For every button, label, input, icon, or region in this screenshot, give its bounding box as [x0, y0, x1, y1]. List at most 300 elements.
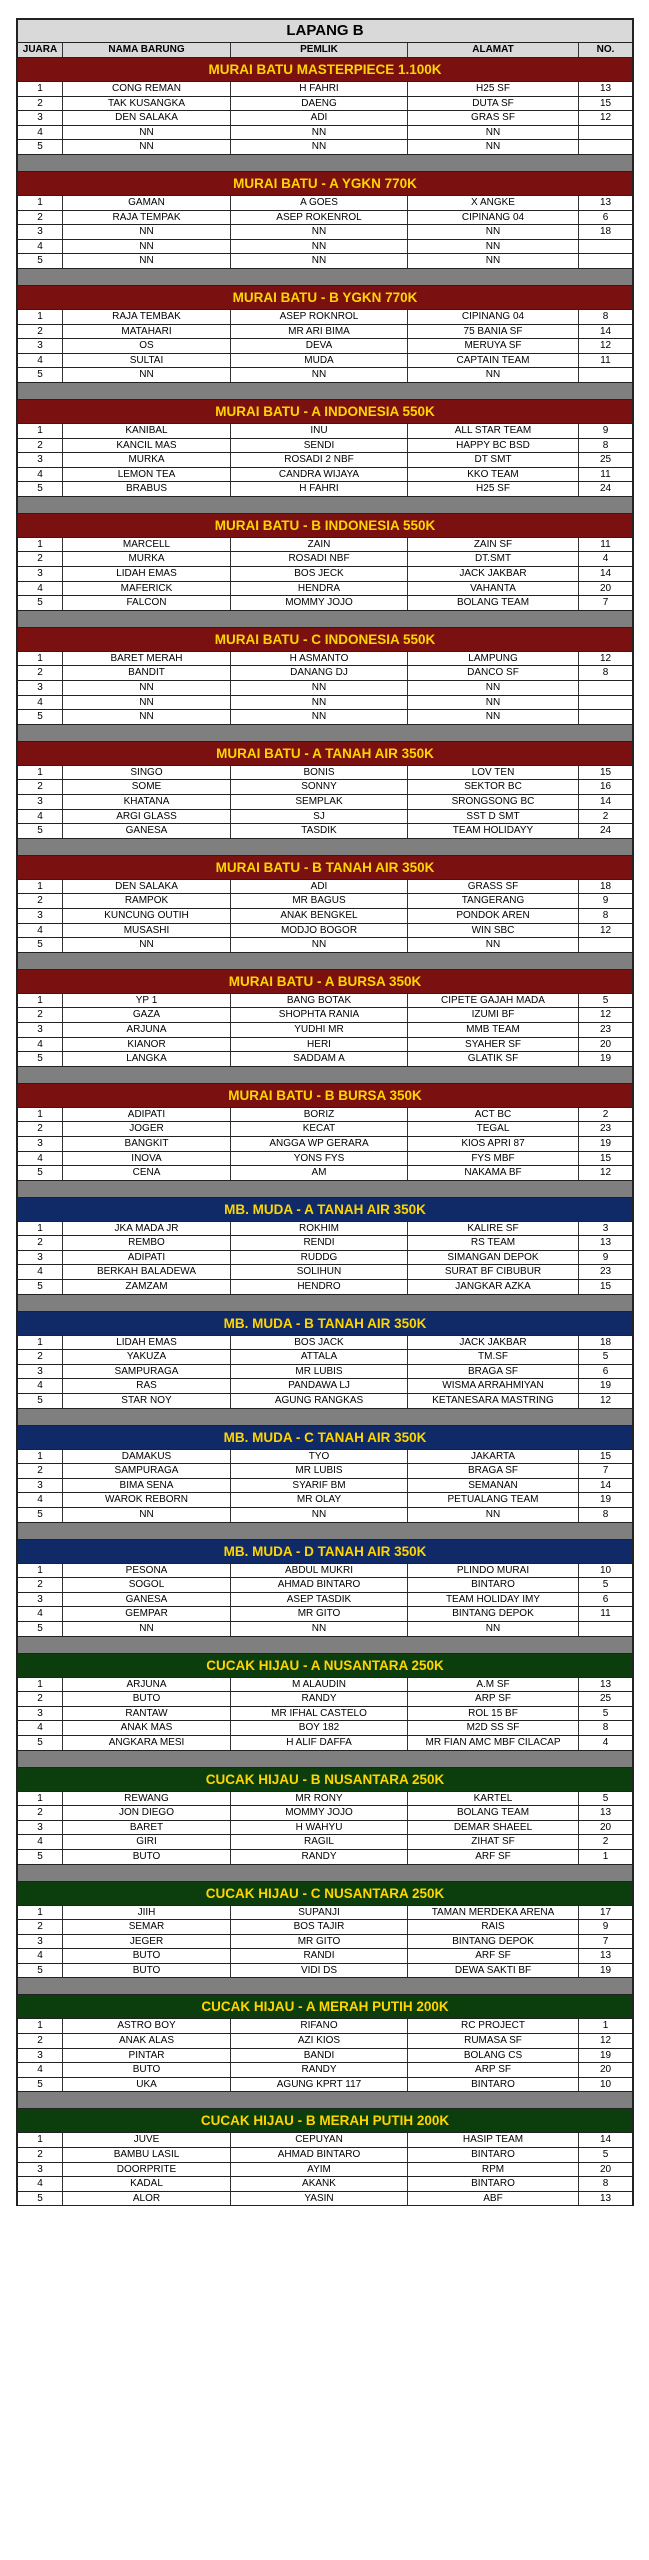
table-row — [18, 1479, 632, 1494]
address-cell: NN — [408, 368, 579, 382]
number-cell: 6 — [602, 211, 609, 223]
address-cell: MR FIAN AMC MBF CILACAP — [408, 1736, 579, 1750]
address-cell: NN — [408, 681, 579, 695]
rank-cell: 2 — [18, 1578, 63, 1592]
bird-name-cell: CONG REMAN — [63, 82, 231, 96]
address-cell: ARP SF — [408, 1692, 579, 1706]
bird-name-cell: NN — [63, 140, 231, 154]
table-row — [18, 1736, 632, 1751]
address-cell: NN — [408, 696, 579, 710]
rank-cell: 4 — [18, 1835, 63, 1849]
table-row — [18, 1222, 632, 1237]
number-cell: 19 — [599, 1380, 612, 1392]
address-cell: DANCO SF — [408, 666, 579, 680]
table-row — [18, 666, 632, 681]
table-row — [18, 1166, 632, 1181]
rank-cell: 5 — [18, 1850, 63, 1864]
address-cell: CIPETE GAJAH MADA — [408, 994, 579, 1008]
number-cell: 12 — [599, 112, 612, 124]
rank-cell: 3 — [18, 1935, 63, 1949]
bird-name-cell: YAKUZA — [63, 1350, 231, 1364]
class-block — [18, 1426, 632, 1540]
rank-cell: 3 — [18, 795, 63, 809]
class-title: MURAI BATU - C INDONESIA 550K — [18, 628, 632, 652]
bird-name-cell: SOGOL — [63, 1578, 231, 1592]
table-row — [18, 795, 632, 810]
bird-name-cell: JKA MADA JR — [63, 1222, 231, 1236]
rank-cell: 2 — [18, 97, 63, 111]
table-row — [18, 1935, 632, 1950]
bird-name-cell: PESONA — [63, 1564, 231, 1578]
table-row — [18, 538, 632, 553]
results-sheet — [16, 18, 634, 2206]
address-cell: BINTARO — [408, 1578, 579, 1592]
bird-name-cell: LANGKA — [63, 1052, 231, 1066]
number-cell: 20 — [599, 1821, 612, 1833]
table-row — [18, 1692, 632, 1707]
owner-cell: ASEP TASDIK — [231, 1593, 408, 1607]
table-row — [18, 552, 632, 567]
address-cell: WISMA ARRAHMIYAN — [408, 1379, 579, 1393]
address-cell: CIPINANG 04 — [408, 310, 579, 324]
class-block — [18, 58, 632, 172]
address-cell: MMB TEAM — [408, 1023, 579, 1037]
bird-name-cell: KANCIL MAS — [63, 439, 231, 453]
number-cell: 14 — [599, 2134, 612, 2146]
owner-cell: H FAHRI — [231, 82, 408, 96]
owner-cell: NN — [231, 254, 408, 268]
class-block — [18, 970, 632, 1084]
number-cell: 1 — [602, 1850, 609, 1862]
table-row — [18, 424, 632, 439]
rank-cell: 3 — [18, 1821, 63, 1835]
address-cell: ROL 15 BF — [408, 1707, 579, 1721]
number-cell: 10 — [599, 2078, 612, 2090]
owner-cell: MR GITO — [231, 1935, 408, 1949]
owner-cell: H ALIF DAFFA — [231, 1736, 408, 1750]
address-cell: SEMANAN — [408, 1479, 579, 1493]
address-cell: KALIRE SF — [408, 1222, 579, 1236]
separator — [18, 1295, 632, 1312]
number-cell: 12 — [599, 2035, 612, 2047]
bird-name-cell: ANAK MAS — [63, 1721, 231, 1735]
number-cell: 14 — [599, 1479, 612, 1491]
number-cell: 19 — [599, 1053, 612, 1065]
table-row — [18, 582, 632, 597]
sheet-title: LAPANG B — [18, 20, 632, 43]
owner-cell: AKANK — [231, 2177, 408, 2191]
address-cell: JAKARTA — [408, 1450, 579, 1464]
rank-cell: 3 — [18, 1593, 63, 1607]
table-row — [18, 196, 632, 211]
bird-name-cell: NN — [63, 1622, 231, 1636]
class-block — [18, 1312, 632, 1426]
bird-name-cell: BARET MERAH — [63, 652, 231, 666]
rank-cell: 5 — [18, 2192, 63, 2206]
table-row — [18, 2034, 632, 2049]
separator — [18, 1751, 632, 1768]
bird-name-cell: RAJA TEMPAK — [63, 211, 231, 225]
number-cell: 11 — [600, 354, 611, 366]
bird-name-cell: NN — [63, 225, 231, 239]
bird-name-cell: REMBO — [63, 1236, 231, 1250]
bird-name-cell: SAMPURAGA — [63, 1365, 231, 1379]
address-cell: LOV TEN — [408, 766, 579, 780]
bird-name-cell: DAMAKUS — [63, 1450, 231, 1464]
owner-cell: AZI KIOS — [231, 2034, 408, 2048]
address-cell: PONDOK AREN — [408, 909, 579, 923]
owner-cell: DEVA — [231, 339, 408, 353]
table-row — [18, 439, 632, 454]
bird-name-cell: BERKAH BALADEWA — [63, 1265, 231, 1279]
table-row — [18, 1008, 632, 1023]
table-row — [18, 2148, 632, 2163]
owner-cell: VIDI DS — [231, 1964, 408, 1978]
table-row — [18, 111, 632, 126]
bird-name-cell: DEN SALAKA — [63, 111, 231, 125]
rank-cell: 3 — [18, 1137, 63, 1151]
rank-cell: 5 — [18, 140, 63, 154]
bird-name-cell: REWANG — [63, 1792, 231, 1806]
rank-cell: 4 — [18, 2177, 63, 2191]
rank-cell: 5 — [18, 824, 63, 838]
owner-cell: NN — [231, 1622, 408, 1636]
rank-cell: 1 — [18, 1336, 63, 1350]
owner-cell: PANDAWA LJ — [231, 1379, 408, 1393]
number-cell — [579, 696, 632, 710]
rank-cell: 3 — [18, 225, 63, 239]
table-row — [18, 696, 632, 711]
rank-cell: 3 — [18, 681, 63, 695]
address-cell: H25 SF — [408, 482, 579, 496]
bird-name-cell: STAR NOY — [63, 1394, 231, 1408]
table-row — [18, 2177, 632, 2192]
address-cell: ARP SF — [408, 2063, 579, 2077]
table-row — [18, 211, 632, 226]
owner-cell: AM — [231, 1166, 408, 1180]
owner-cell: MOMMY JOJO — [231, 1806, 408, 1820]
table-row — [18, 1023, 632, 1038]
owner-cell: ATTALA — [231, 1350, 408, 1364]
address-cell: DEMAR SHAEEL — [408, 1821, 579, 1835]
bird-name-cell: MURKA — [63, 552, 231, 566]
bird-name-cell: UKA — [63, 2078, 231, 2092]
separator — [18, 383, 632, 400]
number-cell: 19 — [599, 2049, 612, 2061]
owner-cell: AGUNG RANGKAS — [231, 1394, 408, 1408]
number-cell: 19 — [599, 1137, 612, 1149]
class-title: MURAI BATU - B TANAH AIR 350K — [18, 856, 632, 880]
address-cell: GRASS SF — [408, 880, 579, 894]
bird-name-cell: ADIPATI — [63, 1251, 231, 1265]
bird-name-cell: MATAHARI — [63, 325, 231, 339]
number-cell: 19 — [599, 1494, 612, 1506]
number-cell: 13 — [599, 83, 612, 94]
rank-cell: 4 — [18, 468, 63, 482]
bird-name-cell: NN — [63, 240, 231, 254]
rank-cell: 1 — [18, 1906, 63, 1920]
table-row — [18, 1251, 632, 1266]
owner-cell: AHMAD BINTARO — [231, 1578, 408, 1592]
rank-cell: 4 — [18, 126, 63, 140]
bird-name-cell: BUTO — [63, 1692, 231, 1706]
bird-name-cell: RAJA TEMBAK — [63, 310, 231, 324]
table-row — [18, 1052, 632, 1067]
address-cell: ARF SF — [408, 1850, 579, 1864]
bird-name-cell: NN — [63, 126, 231, 140]
owner-cell: SYARIF BM — [231, 1479, 408, 1493]
bird-name-cell: RAS — [63, 1379, 231, 1393]
number-cell: 13 — [599, 196, 612, 208]
class-block — [18, 286, 632, 400]
owner-cell: ABDUL MUKRI — [231, 1564, 408, 1578]
rank-cell: 2 — [18, 1806, 63, 1820]
owner-cell: SEMPLAK — [231, 795, 408, 809]
number-cell: 10 — [599, 1564, 612, 1576]
rank-cell: 5 — [18, 254, 63, 268]
class-title: MB. MUDA - D TANAH AIR 350K — [18, 1540, 632, 1564]
owner-cell: MR RONY — [231, 1792, 408, 1806]
number-cell — [579, 140, 632, 154]
address-cell: NN — [408, 240, 579, 254]
rank-cell: 4 — [18, 1949, 63, 1963]
rank-cell: 3 — [18, 567, 63, 581]
address-cell: TAMAN MERDEKA ARENA — [408, 1906, 579, 1920]
owner-cell: DANANG DJ — [231, 666, 408, 680]
owner-cell: M ALAUDIN — [231, 1678, 408, 1692]
rank-cell: 2 — [18, 211, 63, 225]
number-cell: 11 — [600, 538, 611, 550]
owner-cell: AHMAD BINTARO — [231, 2148, 408, 2162]
table-row — [18, 2192, 632, 2207]
class-block — [18, 1198, 632, 1312]
owner-cell: NN — [231, 225, 408, 239]
address-cell: GRAS SF — [408, 111, 579, 125]
rank-cell: 3 — [18, 1365, 63, 1379]
bird-name-cell: BRABUS — [63, 482, 231, 496]
rank-cell: 1 — [18, 196, 63, 210]
address-cell: CIPINANG 04 — [408, 211, 579, 225]
owner-cell: MOMMY JOJO — [231, 596, 408, 610]
number-cell: 6 — [602, 1593, 609, 1605]
bird-name-cell: NN — [63, 710, 231, 724]
number-cell: 8 — [602, 439, 609, 451]
bird-name-cell: NN — [63, 938, 231, 952]
number-cell: 8 — [602, 1509, 609, 1520]
rank-cell: 2 — [18, 439, 63, 453]
table-row — [18, 1792, 632, 1807]
number-cell: 15 — [599, 1152, 612, 1164]
address-cell: ABF — [408, 2192, 579, 2206]
number-cell: 15 — [599, 1450, 612, 1462]
number-cell: 18 — [599, 1336, 612, 1348]
table-row — [18, 325, 632, 340]
number-cell: 12 — [599, 924, 612, 936]
address-cell: NN — [408, 254, 579, 268]
rank-cell: 5 — [18, 1964, 63, 1978]
table-row — [18, 810, 632, 825]
bird-name-cell: JIIH — [63, 1906, 231, 1920]
rank-cell: 4 — [18, 582, 63, 596]
address-cell: X ANGKE — [408, 196, 579, 210]
rank-cell: 3 — [18, 111, 63, 125]
number-cell: 24 — [599, 483, 612, 495]
table-row — [18, 880, 632, 895]
address-cell: BRAGA SF — [408, 1464, 579, 1478]
owner-cell: ADI — [231, 880, 408, 894]
rank-cell: 4 — [18, 924, 63, 938]
bird-name-cell: JOGER — [63, 1122, 231, 1136]
bird-name-cell: KIANOR — [63, 1038, 231, 1052]
address-cell: DEWA SAKTI BF — [408, 1964, 579, 1978]
owner-cell: BONIS — [231, 766, 408, 780]
number-cell: 9 — [602, 1921, 609, 1933]
table-row — [18, 894, 632, 909]
address-cell: ALL STAR TEAM — [408, 424, 579, 438]
rank-cell: 1 — [18, 1222, 63, 1236]
bird-name-cell: BAMBU LASIL — [63, 2148, 231, 2162]
bird-name-cell: BIMA SENA — [63, 1479, 231, 1493]
table-row — [18, 1394, 632, 1409]
address-cell: DUTA SF — [408, 97, 579, 111]
bird-name-cell: MAFERICK — [63, 582, 231, 596]
owner-cell: RAGIL — [231, 1835, 408, 1849]
rank-cell: 3 — [18, 909, 63, 923]
table-row — [18, 2133, 632, 2148]
address-cell: VAHANTA — [408, 582, 579, 596]
rank-cell: 2 — [18, 1350, 63, 1364]
table-row — [18, 1821, 632, 1836]
owner-cell: BOY 182 — [231, 1721, 408, 1735]
bird-name-cell: ZAMZAM — [63, 1280, 231, 1294]
bird-name-cell: JON DIEGO — [63, 1806, 231, 1820]
table-row — [18, 1108, 632, 1123]
rank-cell: 1 — [18, 652, 63, 666]
owner-cell: ASEP ROKENROL — [231, 211, 408, 225]
rank-cell: 4 — [18, 1038, 63, 1052]
table-row — [18, 1152, 632, 1167]
address-cell: TANGERANG — [408, 894, 579, 908]
address-cell: TEAM HOLIDAYY — [408, 824, 579, 838]
rank-cell: 5 — [18, 1052, 63, 1066]
owner-cell: RENDI — [231, 1236, 408, 1250]
address-cell: HAPPY BC BSD — [408, 439, 579, 453]
number-cell: 2 — [602, 1836, 609, 1848]
rank-cell: 2 — [18, 666, 63, 680]
owner-cell: BOS JECK — [231, 567, 408, 581]
address-cell: RUMASA SF — [408, 2034, 579, 2048]
number-cell: 12 — [599, 1009, 612, 1021]
rank-cell: 1 — [18, 2019, 63, 2033]
table-row — [18, 1906, 632, 1921]
owner-cell: NN — [231, 938, 408, 952]
rank-cell: 5 — [18, 1166, 63, 1180]
rank-cell: 4 — [18, 1721, 63, 1735]
rank-cell: 1 — [18, 2133, 63, 2147]
bird-name-cell: CENA — [63, 1166, 231, 1180]
number-cell: 15 — [599, 766, 612, 778]
address-cell: NN — [408, 1622, 579, 1636]
rank-cell: 5 — [18, 938, 63, 952]
owner-cell: CEPUYAN — [231, 2133, 408, 2147]
address-cell: SST D SMT — [408, 810, 579, 824]
table-row — [18, 225, 632, 240]
address-cell: WIN SBC — [408, 924, 579, 938]
separator — [18, 1409, 632, 1426]
number-cell: 3 — [602, 1222, 609, 1234]
bird-name-cell: NN — [63, 254, 231, 268]
rank-cell: 2 — [18, 552, 63, 566]
table-row — [18, 909, 632, 924]
table-row — [18, 596, 632, 611]
rank-cell: 4 — [18, 240, 63, 254]
owner-cell: A GOES — [231, 196, 408, 210]
class-title: MB. MUDA - B TANAH AIR 350K — [18, 1312, 632, 1336]
number-cell — [579, 368, 632, 382]
owner-cell: BOS JACK — [231, 1336, 408, 1350]
number-cell — [579, 240, 632, 254]
address-cell: DT SMT — [408, 453, 579, 467]
bird-name-cell: BUTO — [63, 1964, 231, 1978]
table-row — [18, 1622, 632, 1637]
address-cell: TEAM HOLIDAY IMY — [408, 1593, 579, 1607]
class-block — [18, 1084, 632, 1198]
table-row — [18, 140, 632, 155]
address-cell: ACT BC — [408, 1108, 579, 1122]
owner-cell: RANDY — [231, 1692, 408, 1706]
address-cell: SRONGSONG BC — [408, 795, 579, 809]
number-cell: 2 — [602, 810, 609, 822]
table-row — [18, 938, 632, 953]
owner-cell: RUDDG — [231, 1251, 408, 1265]
rank-cell: 3 — [18, 1707, 63, 1721]
address-cell: M2D SS SF — [408, 1721, 579, 1735]
number-cell: 13 — [599, 1678, 612, 1690]
class-title: MURAI BATU - B BURSA 350K — [18, 1084, 632, 1108]
table-row — [18, 468, 632, 483]
table-row — [18, 567, 632, 582]
class-block — [18, 1995, 632, 2109]
number-cell: 17 — [599, 1906, 612, 1918]
number-cell: 12 — [599, 652, 612, 664]
address-cell: JACK JAKBAR — [408, 1336, 579, 1350]
table-row — [18, 82, 632, 97]
owner-cell: NN — [231, 140, 408, 154]
address-cell: ZAIN SF — [408, 538, 579, 552]
bird-name-cell: JEGER — [63, 1935, 231, 1949]
owner-cell: KECAT — [231, 1122, 408, 1136]
number-cell: 20 — [599, 1038, 612, 1050]
owner-cell: H WAHYU — [231, 1821, 408, 1835]
number-cell: 16 — [599, 781, 612, 793]
number-cell: 5 — [602, 1351, 609, 1363]
rank-cell: 1 — [18, 1564, 63, 1578]
table-row — [18, 2163, 632, 2178]
rank-cell: 5 — [18, 1736, 63, 1750]
table-row — [18, 97, 632, 112]
class-title: CUCAK HIJAU - B NUSANTARA 250K — [18, 1768, 632, 1792]
number-cell: 20 — [599, 2163, 612, 2175]
rank-cell: 3 — [18, 1479, 63, 1493]
address-cell: BINTANG DEPOK — [408, 1935, 579, 1949]
owner-cell: NN — [231, 696, 408, 710]
bird-name-cell: SINGO — [63, 766, 231, 780]
rank-cell: 1 — [18, 310, 63, 324]
rank-cell: 2 — [18, 325, 63, 339]
owner-cell: HENDRO — [231, 1280, 408, 1294]
owner-cell: HENDRA — [231, 582, 408, 596]
rank-cell: 1 — [18, 766, 63, 780]
